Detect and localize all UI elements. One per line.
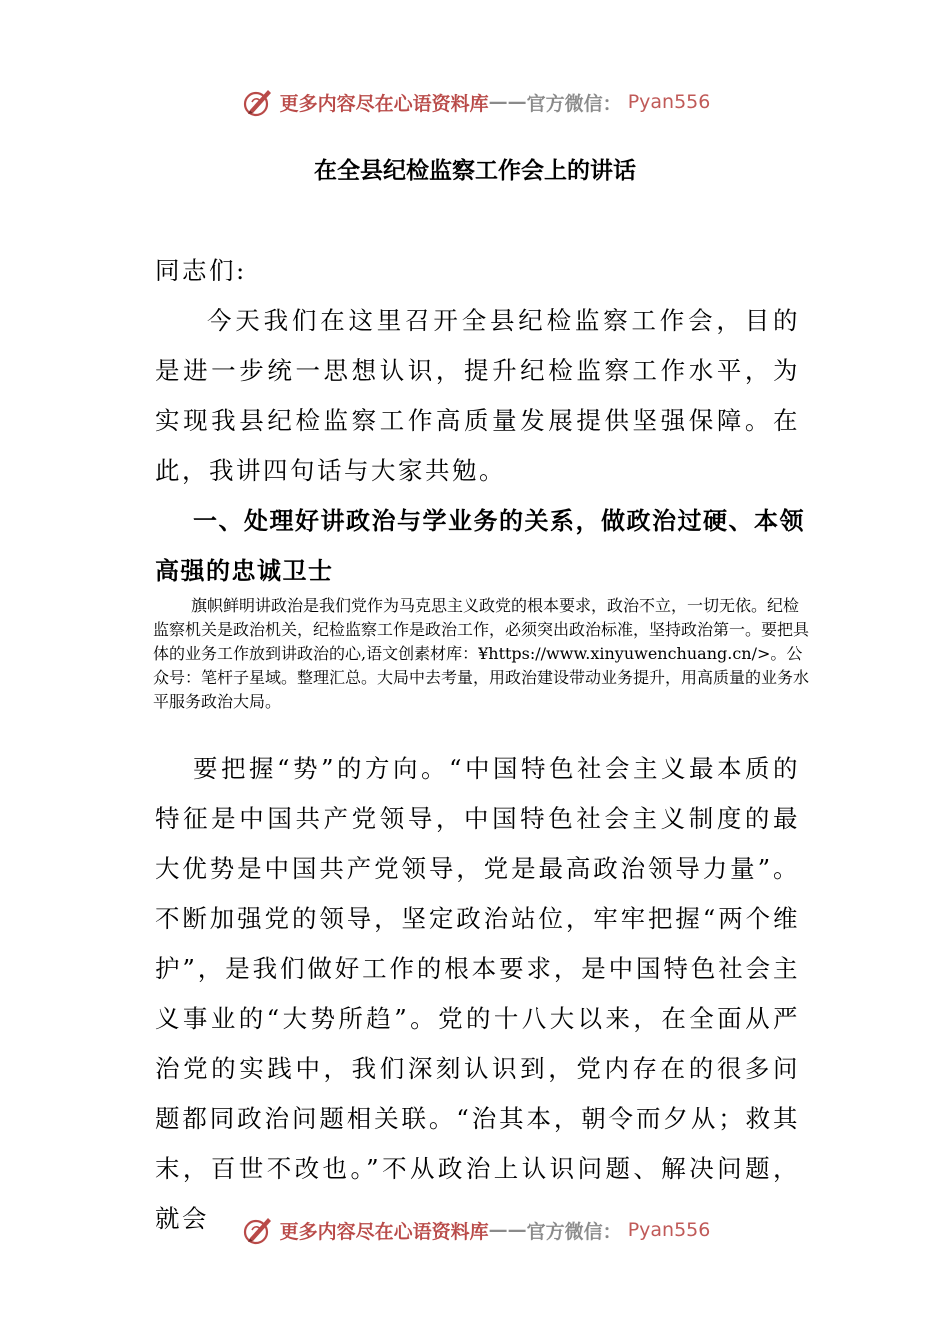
banner-dash: —— bbox=[488, 1219, 527, 1241]
footer-banner bbox=[0, 1212, 950, 1248]
small-paragraph: 旗帜鲜明讲政治是我们党作为马克思主义政党的根本要求，政治不立，一切无依。纪检监察机关是政治机关，纪检监察工作是政治工作，必须突出政治标准，坚持政治第一。要把具体的业务工作放到讲政治的心,语文创素材库：¥https://www.xinyuwenchuang.cn/>。公众号：笔杆子星域。整理汇总。大局中去考量，用政治建设带动业务提升，用高质量的业务水平服务政治大局。 bbox=[153, 596, 810, 711]
greeting: 同志们: bbox=[155, 256, 247, 285]
header-banner bbox=[0, 84, 950, 120]
section-heading-1: 一、处理好讲政治与学业务的关系，做政治过硬、本领高强的忠诚卫士 bbox=[155, 507, 805, 585]
paragraph-momentum: 要把握“势”的方向。“中国特色社会主义最本质的特征是中国共产党领导，中国特色社会主义制度的最大优势是中国共产党领导，党是最高政治领导力量”。不断加强党的领导，坚定政治站位，牢牢把握“两个维护”，是我们做好工作的根本要求，是中国特色社会主义事业的“大势所趋”。党的十八大以来，在全面从严治党的实践中，我们深刻认识到，党内存在的很多问题都同政治问题相关联。“治其本，朝令而夕从；救其末，百世不改也。”不从政治上认识问题、解决问题，就会 bbox=[155, 754, 800, 1233]
banner-wechat-id: Pyan556 bbox=[627, 91, 711, 113]
paragraph-intro: 今天我们在这里召开全县纪检监察工作会，目的是进一步统一思想认识，提升纪检监察工作水平，为实现我县纪检监察工作高质量发展提供坚强保障。在此，我讲四句话与大家共勉。 bbox=[155, 306, 800, 485]
document-title: 在全县纪检监察工作会上的讲话 bbox=[314, 158, 636, 184]
banner-dash: —— bbox=[488, 91, 527, 113]
banner-library-text: 更多内容尽在心语资料库 bbox=[279, 1220, 489, 1243]
banner-official-label: 官方微信： bbox=[526, 1220, 622, 1243]
pen-logo-icon bbox=[240, 84, 276, 120]
banner-official-label: 官方微信： bbox=[526, 92, 622, 115]
banner-library-text: 更多内容尽在心语资料库 bbox=[279, 92, 489, 115]
pen-logo-icon bbox=[240, 1212, 276, 1248]
banner-wechat-id: Pyan556 bbox=[627, 1219, 711, 1241]
